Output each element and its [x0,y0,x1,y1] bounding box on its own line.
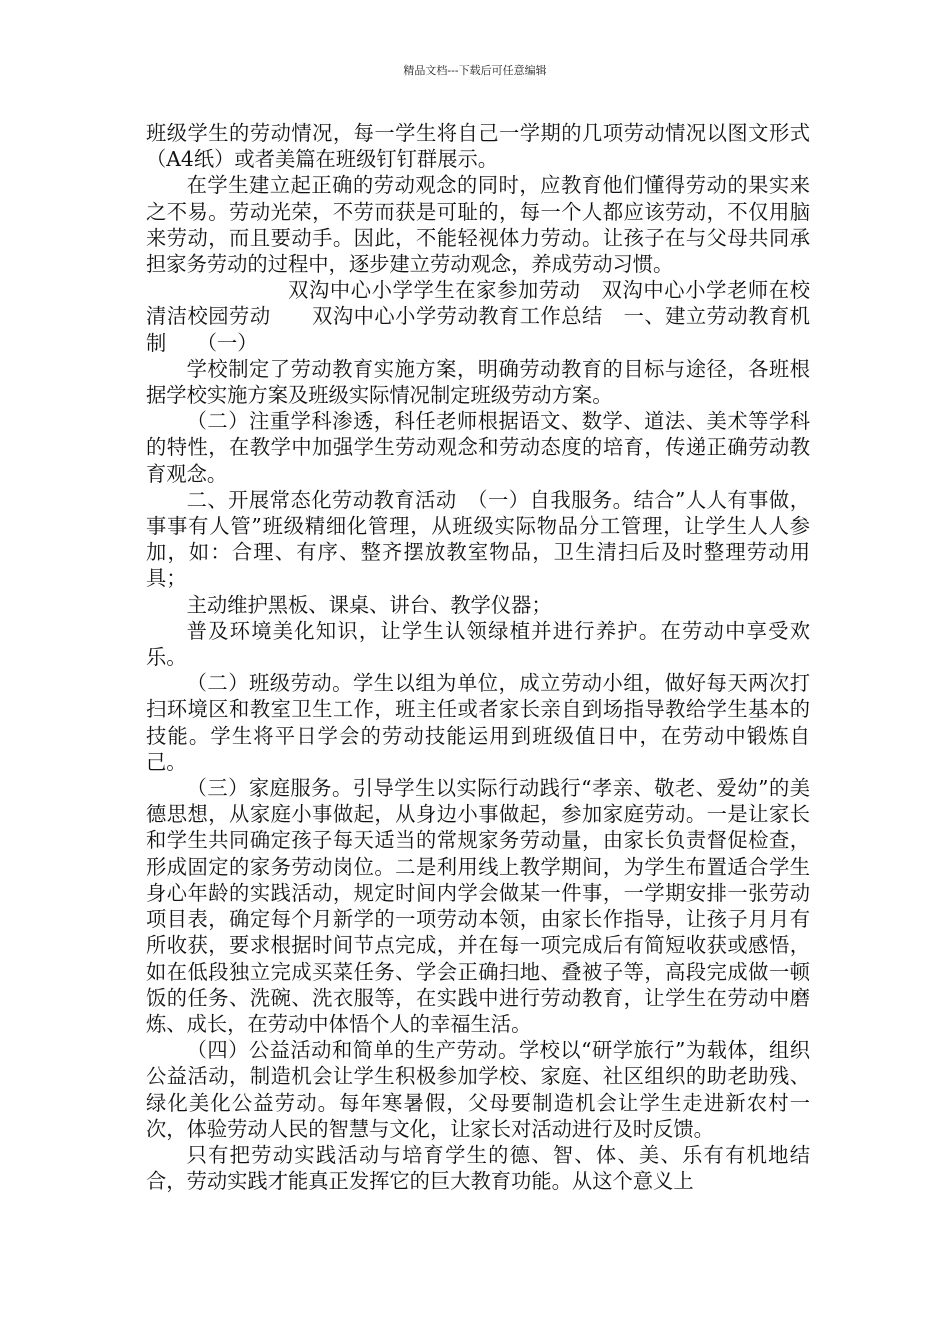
paragraph-9: （二）班级劳动。学生以组为单位，成立劳动小组，做好每天两次打扫环境区和教室卫生工作，班主任或者家长亲自到场指导教给学生基本的技能。学生将平日学会的劳动技能运用到班级值日中，在劳动中锻炼自己。 [146,671,810,774]
page-header: 精品文档---下载后可任意编辑 [403,64,547,77]
paragraph-10: （三）家庭服务。引导学生以实际行动践行“孝亲、敬老、爱幼”的美德思想，从家庭小事做起，从身边小事做起，参加家庭劳动。一是让家长和学生共同确定孩子每天适当的常规家务劳动量，由家长负责督促检查，形成固定的家务劳动岗位。二是利用线上教学期间，为学生布置适合学生身心年龄的实践活动，规定时间内学会做某一件事，一学期安排一张劳动项目表，确定每个月新学的一项劳动本领，由家长作指导，让孩子月月有所收获，要求根据时间节点完成，并在每一项完成后有简短收获或感悟，如在低段独立完成买菜任务、学会正确扫地、叠被子等，高段完成做一顿饭的任务、洗碗、洗衣服等，在实践中进行劳动教育，让学生在劳动中磨炼、成长，在劳动中体悟个人的幸福生活。 [146,776,810,1036]
paragraph-11: （四）公益活动和简单的生产劳动。学校以“研学旅行”为载体，组织公益活动，制造机会让学生积极参加学校、家庭、社区组织的助老助残、绿化美化公益劳动。每年寒暑假，父母要制造机会让学生走进新农村一次，体验劳动人民的智慧与文化，让家长对活动进行及时反馈。 [146,1038,810,1141]
paragraph-1: 班级学生的劳动情况，每一学生将自己一学期的几项劳动情况以图文形式（A4纸）或者美篇在班级钉钉群展示。 [146,121,810,172]
paragraph-6: 二、开展常态化劳动教育活动 （一）自我服务。结合”人人有事做，事事有人管”班级精细化管理，从班级实际物品分工管理，让学生人人参加，如：合理、有序、整齐摆放教室物品，卫生清扫后及时整理劳动用具； [146,487,810,591]
paragraph-12: 只有把劳动实践活动与培育学生的德、智、体、美、乐有有机地结合，劳动实践才能真正发挥它的巨大教育功能。从这个意义上 [146,1142,810,1194]
paragraph-3-captions: 双沟中心小学学生在家参加劳动 双沟中心小学老师在校清洁校园劳动 双沟中心小学劳动教育工作总结 一、建立劳动教育机制 （一） [146,278,810,355]
paragraph-7: 主动维护黑板、课桌、讲台、教学仪器； [186,592,552,617]
paragraph-2: 在学生建立起正确的劳动观念的同时，应教育他们懂得劳动的果实来之不易。劳动光荣，不劳而获是可耻的，每一个人都应该劳动，不仅用脑来劳动，而且要动手。因此，不能轻视体力劳动。让孩子在与父母共同承担家务劳动的过程中，逐步建立劳动观念，养成劳动习惯。 [146,173,810,277]
document-body [146,120,810,1194]
paragraph-5: （二）注重学科渗透，科任老师根据语文、数学、道法、美术等学科的特性，在教学中加强学生劳动观念和劳动态度的培育，传递正确劳动教育观念。 [146,409,810,486]
paragraph-8: 普及环境美化知识，让学生认领绿植并进行养护。在劳动中享受欢乐。 [146,618,810,670]
paragraph-4: 学校制定了劳动教育实施方案，明确劳动教育的目标与途径，各班根据学校实施方案及班级实际情况制定班级劳动方案。 [146,356,810,408]
